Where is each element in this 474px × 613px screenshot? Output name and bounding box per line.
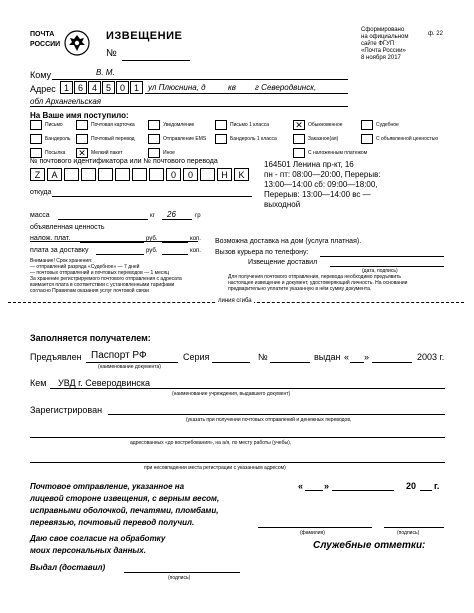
- option-label: Посылка: [45, 150, 66, 156]
- mass-gr-line: [162, 219, 192, 220]
- approval-line: 8 ноября 2017: [361, 55, 401, 61]
- fold-label: линия сгиба: [218, 298, 252, 304]
- index-cell: 6: [74, 81, 87, 94]
- document-line: [86, 362, 178, 363]
- courier-label: Вызов курьера по телефону:: [215, 249, 309, 256]
- office-hours: Перерыв: 13:00—14:00 вс —: [264, 190, 371, 199]
- tracking-cell: A: [47, 168, 62, 181]
- from-line: [52, 196, 252, 197]
- address-apt: кв: [228, 83, 236, 92]
- index-cell: 1: [130, 81, 143, 94]
- logo-text-line-2: РОССИИ: [30, 41, 61, 48]
- address-label: Адрес: [30, 84, 56, 94]
- index-cell: 1: [60, 81, 73, 94]
- issued-date-open: «: [344, 352, 350, 362]
- storage-note: [30, 258, 182, 294]
- index-cell: 4: [88, 81, 101, 94]
- to-line: [52, 79, 348, 80]
- confirmation-line: лицевой стороне извещения, с верным весом,: [30, 494, 220, 503]
- surname-caption: (фамилия): [300, 530, 325, 536]
- receive-date-open: «: [298, 481, 304, 491]
- tracking-cell: [98, 168, 113, 181]
- region-line: [30, 106, 348, 107]
- eagle-emblem-icon: [64, 30, 90, 61]
- option-checkbox[interactable]: [76, 134, 88, 144]
- to-value: В. М.: [96, 68, 115, 77]
- tracking-cell: 0: [166, 168, 181, 181]
- notice-title: ИЗВЕЩЕНИЕ: [106, 30, 183, 42]
- surname-line: [258, 527, 372, 528]
- notice-delivered-label: Извещение доставил: [248, 259, 318, 266]
- delivery-fee-label: плата за доставку: [30, 247, 89, 254]
- recipient-title: Заполняется получателем:: [30, 333, 151, 343]
- office-hours: 13:00—14:00 сб: 09:00—18:00,: [264, 180, 378, 189]
- registered-line-2: [30, 437, 445, 438]
- series-label: Серия: [183, 352, 210, 362]
- mass-label: масса: [30, 212, 50, 219]
- cod-label: налож. плат.: [30, 235, 71, 242]
- receive-year-prefix: 20: [406, 481, 417, 491]
- receive-month-line: [332, 490, 394, 491]
- address-city: г Северодвинск,: [255, 83, 317, 92]
- option-checkbox[interactable]: [215, 134, 227, 144]
- mass-value: 26: [167, 210, 176, 219]
- storage-note-line: За хранение регистрируемого почтового отправления с адресата: [30, 276, 182, 282]
- delivery-kop: коп.: [190, 248, 201, 254]
- registered-label: Зарегистрирован: [30, 405, 103, 415]
- option-checkbox[interactable]: [293, 134, 305, 144]
- option-label: Почтовый перевод: [91, 136, 135, 142]
- confirmation-line: перевязью, почтовый перевод получил.: [30, 518, 195, 527]
- gr-unit: гр: [195, 213, 201, 219]
- office-address: 164501 Ленина пр-кт, 16: [264, 160, 354, 169]
- approval-stamp: [361, 27, 408, 62]
- registered-line: [108, 414, 445, 415]
- registered-caption: при несовпадении места регистрации с указанным адресом): [144, 465, 286, 471]
- tracking-label: № почтового идентификатора или № почтового перевода: [30, 158, 218, 165]
- issued-date-close: »: [364, 352, 370, 362]
- approval-line: «Почта России»: [361, 48, 406, 54]
- approval-line: на официальном: [361, 34, 409, 40]
- confirmation-line: Почтовое отправление, указанное на: [30, 482, 185, 491]
- option-label: Заказное(ая): [308, 136, 339, 142]
- presented-label: Предъявлен: [30, 352, 82, 362]
- issued-month-line: [372, 362, 412, 363]
- cod-kop-line: [162, 242, 188, 243]
- tracking-cell: [64, 168, 79, 181]
- option-label: Почтовая карточка: [91, 122, 135, 128]
- storage-note-line: взимается плата в соответствии с установленными тарифами: [30, 282, 175, 288]
- receive-date-close: »: [324, 481, 330, 491]
- option-checkbox[interactable]: [30, 120, 42, 130]
- index-cell: 0: [116, 81, 129, 94]
- pochta-logo: [30, 31, 60, 55]
- tracking-cell: K: [234, 168, 249, 181]
- tracking-cell: [81, 168, 96, 181]
- issued-label: выдан: [314, 352, 341, 362]
- doc-number-label: №: [258, 352, 268, 362]
- id-note-line: настоящее извещение и документ, удостоверяющий личность. На основании: [228, 280, 408, 286]
- storage-note-line: согласно Правилам оказания услуг почтовой связи: [30, 288, 149, 294]
- service-marks: Служебные отметки:: [313, 540, 426, 551]
- issued-by-label: Выдал (доставил): [30, 563, 106, 572]
- option-label: С объявленной ценностью: [376, 136, 439, 142]
- id-note-line: предварительно уплатите указанную в нём сумму документа.: [228, 286, 372, 292]
- id-note: [228, 274, 407, 292]
- logo-text-line-1: ПОЧТА: [30, 31, 55, 38]
- doc-number-line: [270, 362, 310, 363]
- storage-note-line: — почтовых отправлений и почтовых переводов — 1 месяц: [30, 270, 169, 276]
- option-label: Судебное: [376, 122, 399, 128]
- issued-by-line: [124, 572, 240, 573]
- option-checkbox[interactable]: [215, 120, 227, 130]
- approval-line: Сформировано: [361, 27, 405, 33]
- form-code: ф. 22: [428, 31, 443, 37]
- consent-text: [30, 533, 165, 557]
- option-label: С наложенным платежом: [308, 150, 368, 156]
- cod-rub: руб.: [146, 236, 158, 242]
- cod-rub-line: [80, 242, 144, 243]
- by-whom-value: УВД г. Северодвинска: [58, 378, 150, 388]
- signature-caption: (подпись): [397, 530, 420, 536]
- by-whom-line: [50, 388, 445, 389]
- mass-kg-line: [58, 219, 148, 220]
- tracking-cell: [132, 168, 147, 181]
- option-checkbox[interactable]: [148, 134, 160, 144]
- option-label: Иное: [163, 150, 175, 156]
- option-checkbox[interactable]: [30, 148, 42, 158]
- confirmation-text: [30, 481, 219, 529]
- option-checkbox[interactable]: ✕: [76, 148, 88, 158]
- notice-delivered-line: [330, 266, 444, 267]
- courier-line: [320, 256, 444, 257]
- option-label: Обыкновенное: [308, 122, 343, 128]
- delivery-kop-line: [162, 254, 188, 255]
- kg-unit: кг: [150, 213, 155, 219]
- registered-line-3: [30, 462, 445, 463]
- from-label: откуда: [30, 189, 52, 196]
- option-checkbox[interactable]: [293, 148, 305, 158]
- option-checkbox[interactable]: [361, 120, 373, 130]
- id-note-line: Для получения почтового отправления, перевода необходимо предъявить: [228, 274, 402, 280]
- receive-year-line: [420, 490, 432, 491]
- document-value: Паспорт РФ: [91, 350, 147, 361]
- cod-kop: коп.: [190, 236, 201, 242]
- issued-year: 2003 г.: [417, 352, 445, 362]
- option-checkbox[interactable]: [76, 120, 88, 130]
- receive-day-line: [305, 490, 323, 491]
- tracking-cell: Z: [30, 168, 45, 181]
- option-label: Бандероль: [45, 136, 71, 142]
- option-checkbox[interactable]: [148, 148, 160, 158]
- option-checkbox[interactable]: ✕: [293, 120, 305, 130]
- delivery-rub-line: [96, 254, 144, 255]
- notice-number-line: [122, 60, 190, 61]
- by-whom-caption: (наименование учреждения, выдавшего документ): [172, 391, 291, 397]
- storage-note-line: Внимание! Срок хранения:: [30, 258, 93, 264]
- series-line: [212, 362, 250, 363]
- storage-note-line: — отправлений разряда «Судебное» — 7 дней: [30, 264, 140, 270]
- approval-line: сайте ФГУП: [361, 41, 395, 47]
- address-line: [145, 93, 348, 94]
- declared-label: объявленная ценность: [30, 224, 105, 231]
- home-delivery-note: Возможна доставка на дом (услуга платная).: [215, 238, 362, 245]
- address-street: ул Плюснина, д: [148, 83, 206, 92]
- tracking-cell: H: [217, 168, 232, 181]
- issued-day-line: [350, 362, 364, 363]
- registered-caption: адресованных «до востребования», на а/я, по месту работы (учебы),: [130, 440, 292, 446]
- doc-name-caption: (наименование документа): [98, 364, 161, 370]
- address-region: обл Архангельская: [30, 97, 102, 106]
- by-whom-label: Кем: [30, 378, 47, 388]
- confirmation-line: исправными оболочкой, печатями, пломбами,: [30, 506, 219, 515]
- option-label: Письмо 1 класса: [230, 122, 269, 128]
- option-label: Мелкий пакет: [91, 150, 123, 156]
- tracking-cell: 0: [183, 168, 198, 181]
- receive-year-suffix: г.: [434, 481, 440, 491]
- index-cell: 5: [102, 81, 115, 94]
- option-checkbox[interactable]: [148, 120, 160, 130]
- tracking-cell: [115, 168, 130, 181]
- registered-caption: (указать при получении почтовых отправлений и денежных переводов,: [186, 417, 352, 423]
- option-checkbox[interactable]: [30, 134, 42, 144]
- received-title: На Ваше имя поступило:: [30, 111, 129, 120]
- signature-line: [384, 527, 444, 528]
- office-hours: пн - пт: 08:00—20:00, Перерыв:: [264, 170, 381, 179]
- office-hours: выходной: [264, 200, 301, 209]
- notice-number-label: №: [106, 48, 117, 59]
- delivery-rub: руб.: [146, 248, 158, 254]
- option-label: Уведомление: [163, 122, 195, 128]
- consent-line: моих персональных данных.: [30, 546, 146, 555]
- office-info: [264, 160, 381, 210]
- option-label: Отправление EMS: [163, 136, 207, 142]
- consent-line: Даю свое согласие на обработку: [30, 534, 166, 543]
- option-checkbox[interactable]: [361, 134, 373, 144]
- option-label: Бандероль 1 класса: [230, 136, 277, 142]
- tracking-cell: [200, 168, 215, 181]
- date-sign-caption: (дата, подпись): [362, 268, 398, 274]
- issued-by-caption: (подпись): [168, 575, 191, 581]
- tracking-cell: [149, 168, 164, 181]
- option-label: Письмо: [45, 122, 63, 128]
- to-label: Кому: [30, 70, 52, 80]
